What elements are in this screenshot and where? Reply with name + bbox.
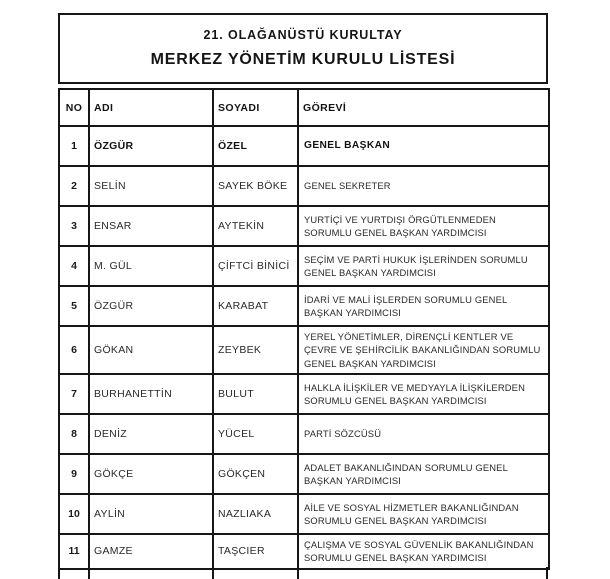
cell-soyadi: BULUT <box>213 374 298 414</box>
cell-soyadi: ÖZEL <box>213 126 298 166</box>
cell-no: 9 <box>59 454 89 494</box>
cell-adi: M. GÜL <box>89 246 213 286</box>
cut-off-row-divider <box>297 567 299 579</box>
cell-soyadi: TAŞCIER <box>213 534 298 569</box>
cell-soyadi: NAZLIAKA <box>213 494 298 534</box>
cell-adi: BURHANETTİN <box>89 374 213 414</box>
column-header-soyadi: SOYADI <box>213 89 298 126</box>
cell-gorevi: GENEL SEKRETER <box>298 166 549 206</box>
cell-no: 3 <box>59 206 89 246</box>
cell-adi: ÖZGÜR <box>89 126 213 166</box>
cell-soyadi: SAYEK BÖKE <box>213 166 298 206</box>
cell-adi: GÖKÇE <box>89 454 213 494</box>
cell-no: 7 <box>59 374 89 414</box>
table-row <box>59 326 549 374</box>
table-row <box>59 494 549 534</box>
list-title: MERKEZ YÖNETİM KURULU LİSTESİ <box>150 51 456 69</box>
cell-soyadi: AYTEKİN <box>213 206 298 246</box>
column-header-adi: ADI <box>89 89 213 126</box>
cell-no: 4 <box>59 246 89 286</box>
cell-gorevi: SEÇİM VE PARTİ HUKUK İŞLERİNDEN SORUMLU GENEL BAŞKAN YARDIMCISI <box>298 246 549 286</box>
cut-off-next-row <box>58 567 548 579</box>
cell-no: 6 <box>59 326 89 374</box>
cell-no: 8 <box>59 414 89 454</box>
cell-no: 10 <box>59 494 89 534</box>
table-row <box>59 374 549 414</box>
cell-adi: GÖKAN <box>89 326 213 374</box>
cell-adi: DENİZ <box>89 414 213 454</box>
cell-gorevi: İDARİ VE MALİ İŞLERDEN SORUMLU GENEL BAŞKAN YARDIMCISI <box>298 286 549 326</box>
cell-no: 11 <box>59 534 89 569</box>
congress-title: 21. OLAĞANÜSTÜ KURULTAY <box>203 27 403 42</box>
cell-gorevi: YURTİÇİ VE YURTDIŞI ÖRGÜTLENMEDEN SORUMLU GENEL BAŞKAN YARDIMCISI <box>298 206 549 246</box>
table-row <box>59 206 549 246</box>
cell-gorevi: GENEL BAŞKAN <box>298 126 549 166</box>
table-row <box>59 534 549 569</box>
cell-gorevi: ÇALIŞMA VE SOSYAL GÜVENLİK BAKANLIĞINDAN SORUMLU GENEL BAŞKAN YARDIMCISI <box>298 534 549 569</box>
mykl-table-body <box>59 126 549 569</box>
cell-adi: AYLİN <box>89 494 213 534</box>
table-row <box>59 286 549 326</box>
cell-adi: ENSAR <box>89 206 213 246</box>
cell-adi: GAMZE <box>89 534 213 569</box>
cell-soyadi: ÇİFTCİ BİNİCİ <box>213 246 298 286</box>
cell-gorevi: PARTİ SÖZCÜSÜ <box>298 414 549 454</box>
cell-gorevi: YEREL YÖNETİMLER, DİRENÇLİ KENTLER VE ÇEVRE VE ŞEHİRCİLİK BAKANLIĞINDAN SORUMLU GENEL BAŞKAN YARDIMCISI <box>298 326 549 374</box>
table-header-row <box>59 89 549 126</box>
cell-no: 1 <box>59 126 89 166</box>
central-committee-table <box>58 88 550 570</box>
cell-soyadi: KARABAT <box>213 286 298 326</box>
cell-gorevi: AİLE VE SOSYAL HİZMETLER BAKANLIĞINDAN SORUMLU GENEL BAŞKAN YARDIMCISI <box>298 494 549 534</box>
cell-no: 2 <box>59 166 89 206</box>
cell-no: 5 <box>59 286 89 326</box>
column-header-gorevi: GÖREVİ <box>298 89 549 126</box>
table-row <box>59 454 549 494</box>
cell-soyadi: GÖKÇEN <box>213 454 298 494</box>
table-header <box>59 89 549 126</box>
cell-gorevi: ADALET BAKANLIĞINDAN SORUMLU GENEL BAŞKAN YARDIMCISI <box>298 454 549 494</box>
cut-off-row-divider <box>212 567 214 579</box>
table-row <box>59 246 549 286</box>
title-box <box>58 13 548 84</box>
cell-gorevi: HALKLA İLİŞKİLER VE MEDYAYLA İLİŞKİLERDEN SORUMLU GENEL BAŞKAN YARDIMCISI <box>298 374 549 414</box>
table-row <box>59 166 549 206</box>
table-row <box>59 414 549 454</box>
cell-soyadi: YÜCEL <box>213 414 298 454</box>
cell-adi: SELİN <box>89 166 213 206</box>
cell-soyadi: ZEYBEK <box>213 326 298 374</box>
column-header-no: NO <box>59 89 89 126</box>
cell-adi: ÖZGÜR <box>89 286 213 326</box>
table-row <box>59 126 549 166</box>
cut-off-row-divider <box>88 567 90 579</box>
